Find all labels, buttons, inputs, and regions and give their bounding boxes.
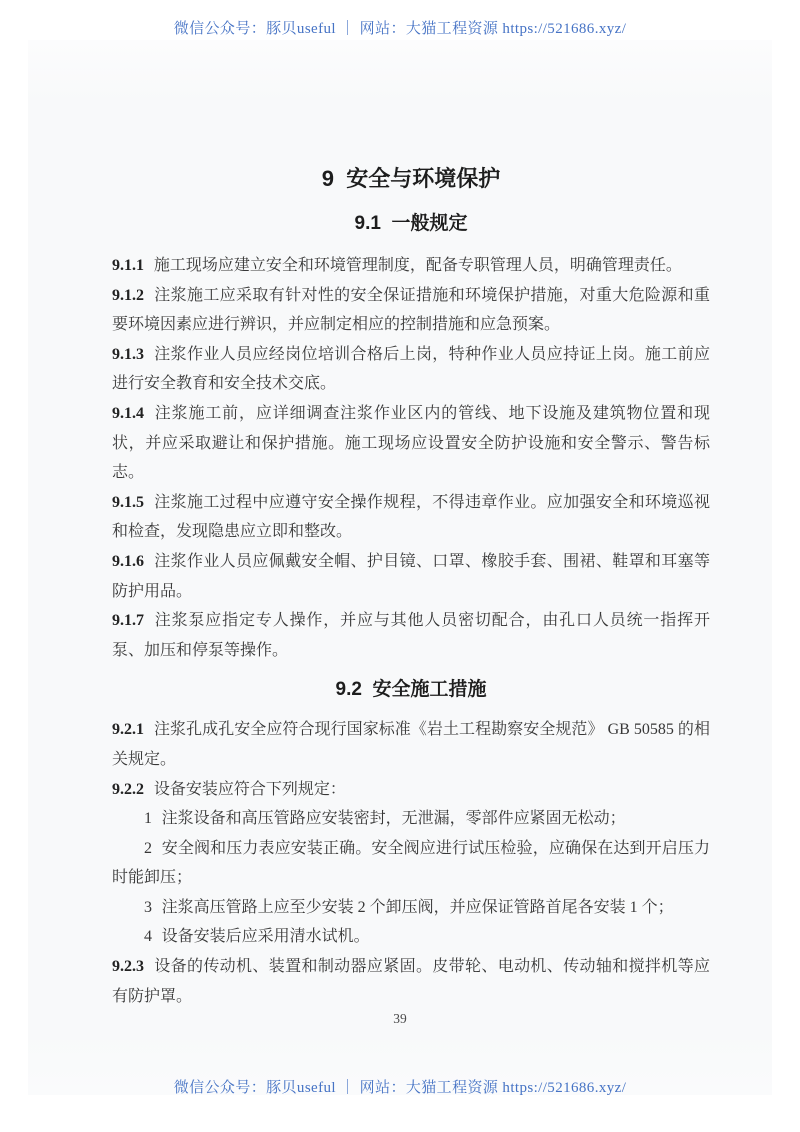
- clause-9-2-1: [112, 715, 710, 774]
- clause-number: 9.1.5: [112, 493, 144, 511]
- clause-9-1-1: [112, 251, 710, 281]
- item-text: 安全阀和压力表应安装正确。安全阀应进行试压检验，应确保在达到开启压力时能卸压；: [112, 839, 710, 887]
- clause-number: 9.2.2: [112, 780, 144, 798]
- clause-text: 施工现场应建立安全和环境管理制度，配备专职管理人员，明确管理责任。: [153, 257, 682, 274]
- clause-text: 注浆作业人员应佩戴安全帽、护目镜、口罩、橡胶手套、围裙、鞋罩和耳塞等防护用品。: [112, 552, 710, 600]
- clause-text: 注浆施工过程中应遵守安全操作规程，不得违章作业。应加强安全和环境巡视和检查，发现隐患应立即和整改。: [112, 493, 710, 541]
- clause-9-2-2: [112, 775, 710, 805]
- clause-number: 9.1.1: [112, 257, 144, 274]
- clause-9-2-2-item-3: [112, 893, 710, 923]
- item-number: 2: [144, 839, 152, 857]
- clause-number: 9.1.3: [112, 345, 144, 363]
- page-sheet: [28, 40, 772, 1095]
- clause-9-1-5: [112, 488, 710, 547]
- clause-number: 9.1.2: [112, 286, 144, 304]
- clause-number: 9.1.4: [112, 404, 144, 422]
- clause-9-1-3: [112, 340, 710, 399]
- clause-number: 9.2.1: [112, 721, 144, 739]
- item-text: 注浆设备和高压管路应安装密封，无泄漏，零部件应紧固无松动；: [161, 810, 626, 828]
- clause-text: 注浆泵应指定专人操作，并应与其他人员密切配合，由孔口人员统一指挥开泵、加压和停泵等操作。: [112, 612, 710, 659]
- clause-text: 设备安装应符合下列规定：: [153, 780, 346, 798]
- clause-9-2-3: [112, 952, 710, 1011]
- clause-9-1-6: [112, 547, 710, 606]
- clause-text: 注浆孔成孔安全应符合现行国家标准《岩土工程勘察安全规范》 GB 50585 的相关规定。: [112, 721, 710, 768]
- header-watermark: 微信公众号：豚贝useful ｜ 网站：大猫工程资源 https://521686.xyz/: [173, 21, 627, 37]
- footer-watermark: 微信公众号：豚贝useful ｜ 网站：大猫工程资源 https://521686.xyz/: [173, 1080, 627, 1096]
- clause-9-2-2-item-4: [112, 922, 710, 952]
- clause-number: 9.1.6: [112, 552, 144, 570]
- item-number: 4: [144, 928, 152, 946]
- item-text: 注浆高压管路上应至少安装 2 个卸压阀，并应保证管路首尾各安装 1 个；: [161, 898, 674, 916]
- clause-9-2-2-item-2: [112, 834, 710, 893]
- clause-text: 注浆作业人员应经岗位培训合格后上岗，特种作业人员应持证上岗。施工前应进行安全教育和安全技术交底。: [112, 345, 710, 393]
- page-number: 39: [393, 1011, 407, 1026]
- clause-9-1-2: [112, 281, 710, 340]
- chapter-title: 9 安全与环境保护: [321, 166, 501, 191]
- item-number: 1: [144, 810, 152, 828]
- clause-number: 9.1.7: [112, 612, 144, 630]
- section-heading-9-2: 9.2 安全施工措施: [335, 679, 487, 701]
- clause-text: 注浆施工前，应详细调查注浆作业区内的管线、地下设施及建筑物位置和现状，并应采取避让和保护措施。施工现场应设置安全防护设施和安全警示、警告标志。: [112, 404, 710, 482]
- item-number: 3: [144, 898, 152, 916]
- clause-text: 设备的传动机、装置和制动器应紧固。皮带轮、电动机、传动轴和搅拌机等应有防护罩。: [112, 958, 710, 1005]
- section-heading-9-1: 9.1 一般规定: [354, 213, 468, 234]
- clause-number: 9.2.3: [112, 958, 144, 976]
- page-content: [28, 164, 772, 1011]
- clause-text: 注浆施工应采取有针对性的安全保证措施和环境保护措施，对重大危险源和重要环境因素应进行辨识，并应制定相应的控制措施和应急预案。: [112, 286, 710, 334]
- clause-9-1-7: [112, 606, 710, 665]
- clause-9-2-2-item-1: [112, 804, 710, 834]
- clause-9-1-4: [112, 399, 710, 488]
- item-text: 设备安装后应采用清水试机。: [161, 928, 370, 946]
